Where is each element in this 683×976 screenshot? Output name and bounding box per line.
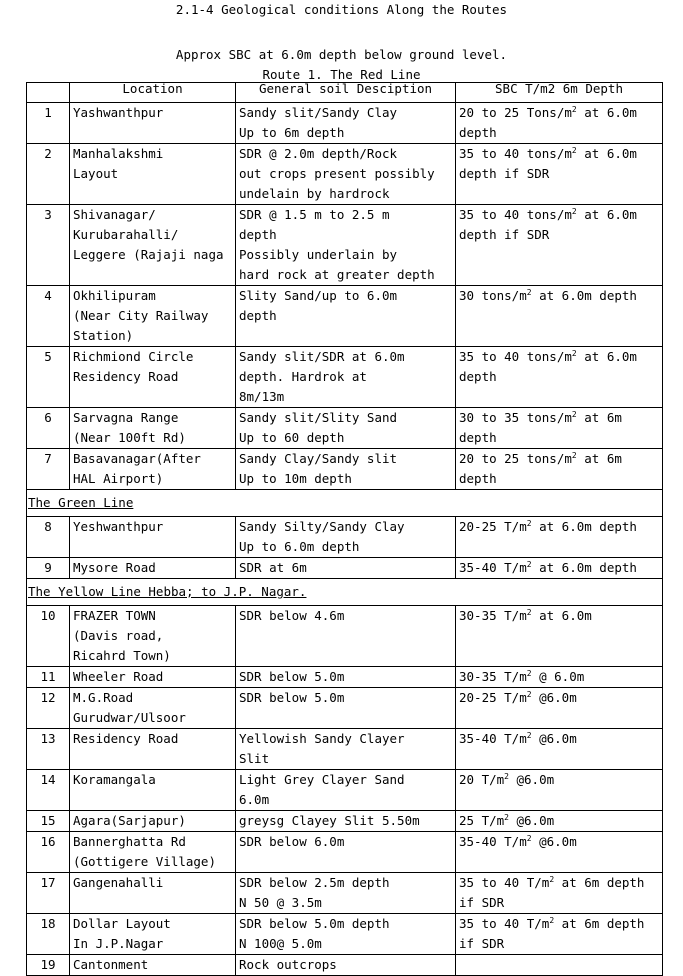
row-number: 7: [27, 449, 70, 490]
sbc-line: [459, 914, 662, 934]
sbc-line: [459, 347, 662, 367]
location-line: Residency Road: [73, 369, 179, 384]
sbc-text: 20 to 25 tons/m: [459, 451, 572, 466]
row-number: 16: [27, 832, 70, 873]
sbc-superscript: 2: [526, 668, 532, 678]
section-row-yellow: [27, 579, 663, 606]
sbc-text: 20-25 T/m: [459, 690, 527, 705]
document-title: 2.1-4 Geological conditions Along the Routes: [175, 2, 508, 17]
soil-line: depth: [239, 308, 277, 323]
sbc-text: 35 to 40 tons/m: [459, 207, 572, 222]
soil-line: SDR below 5.0m depth: [239, 916, 390, 931]
location-line: Mysore Road: [73, 560, 156, 575]
soil-line: SDR below 5.0m: [239, 690, 345, 705]
table-row: [27, 811, 663, 832]
sbc-cell: [456, 667, 663, 688]
sbc-text: @6.0m: [508, 772, 555, 787]
location-line: Ricahrd Town): [73, 648, 171, 663]
sbc-line: [459, 517, 662, 537]
table-row: [27, 955, 663, 976]
soil-line: SDR @ 1.5 m to 2.5 m: [239, 207, 390, 222]
location-line: Manhalakshmi: [73, 146, 164, 161]
location-cell: [70, 517, 236, 558]
sbc-line: [459, 225, 662, 245]
soil-cell: [236, 873, 456, 914]
soil-line: SDR below 2.5m depth: [239, 875, 390, 890]
soil-cell: [236, 955, 456, 976]
location-line: Yeshwanthpur: [73, 519, 164, 534]
location-line: Cantonment: [73, 957, 149, 972]
sbc-text: depth: [459, 125, 497, 140]
soil-line: Slity Sand/up to 6.0m: [239, 288, 398, 303]
sbc-line: [459, 469, 662, 489]
location-line: Layout: [73, 166, 119, 181]
location-line: Dollar Layout: [73, 916, 171, 931]
soil-line: Sandy Silty/Sandy Clay: [239, 519, 405, 534]
location-cell: [70, 286, 236, 347]
section-title-green: The Green Line: [28, 495, 134, 510]
soil-line: Up to 60 depth: [239, 430, 345, 445]
location-cell: [70, 688, 236, 729]
sbc-line: [459, 103, 662, 123]
table-row: [27, 606, 663, 667]
location-cell: [70, 873, 236, 914]
sbc-superscript: 2: [571, 104, 577, 114]
soil-line: Rock outcrops: [239, 957, 337, 972]
route-title: Route 1. The Red Line: [262, 67, 421, 82]
sbc-cell: [456, 408, 663, 449]
row-number: 19: [27, 955, 70, 976]
soil-cell: [236, 347, 456, 408]
sbc-text: at 6.0m: [576, 207, 637, 222]
location-line: (Near 100ft Rd): [73, 430, 186, 445]
sbc-cell: [456, 811, 663, 832]
soil-line: Slit: [239, 751, 270, 766]
location-line: Sarvagna Range: [73, 410, 179, 425]
location-cell: [70, 955, 236, 976]
sbc-line: [459, 688, 662, 708]
soil-cell: [236, 667, 456, 688]
sbc-superscript: 2: [526, 730, 532, 740]
sbc-line: [459, 123, 662, 143]
soil-line: Sandy slit/SDR at 6.0m: [239, 349, 405, 364]
location-cell: [70, 558, 236, 579]
sbc-superscript: 2: [549, 874, 555, 884]
soil-cell: [236, 449, 456, 490]
soil-line: depth: [239, 227, 277, 242]
sbc-cell: [456, 770, 663, 811]
sbc-line: [459, 408, 662, 428]
sbc-text: 35-40 T/m: [459, 731, 527, 746]
soil-line: Up to 6.0m depth: [239, 539, 360, 554]
soil-line: SDR at 6m: [239, 560, 307, 575]
column-header-soil: General soil Desciption: [236, 83, 456, 103]
soil-cell: [236, 770, 456, 811]
row-number: 1: [27, 103, 70, 144]
location-line: Kurubarahalli/: [73, 227, 179, 242]
sbc-text: 35-40 T/m: [459, 834, 527, 849]
sbc-text: at 6.0m: [576, 105, 637, 120]
column-header-no: [27, 83, 70, 103]
row-number: 15: [27, 811, 70, 832]
location-line: Agara(Sarjapur): [73, 813, 186, 828]
sbc-text: at 6.0m: [576, 349, 637, 364]
soil-line: 6.0m: [239, 792, 270, 807]
sbc-superscript: 2: [526, 518, 532, 528]
location-line: Shivanagar/: [73, 207, 156, 222]
sbc-superscript: 2: [526, 559, 532, 569]
sbc-text: 25 T/m: [459, 813, 505, 828]
section-cell: [27, 490, 663, 517]
sbc-line: [459, 144, 662, 164]
location-line: Okhilipuram: [73, 288, 156, 303]
sbc-cell: [456, 955, 663, 976]
soil-cell: [236, 205, 456, 286]
location-cell: [70, 205, 236, 286]
sbc-text: 35 to 40 tons/m: [459, 146, 572, 161]
soil-cell: [236, 286, 456, 347]
table-row: [27, 205, 663, 286]
location-line: Richmiond Circle: [73, 349, 194, 364]
sbc-cell: [456, 205, 663, 286]
sbc-superscript: 2: [526, 833, 532, 843]
sbc-superscript: 2: [526, 689, 532, 699]
sbc-text: 20-25 T/m: [459, 519, 527, 534]
soil-line: 8m/13m: [239, 389, 285, 404]
sbc-text: @ 6.0m: [531, 669, 585, 684]
table-row: [27, 408, 663, 449]
section-row-green: [27, 490, 663, 517]
location-cell: [70, 144, 236, 205]
sbc-line: [459, 893, 662, 913]
sbc-line: [459, 205, 662, 225]
sbc-line: [459, 729, 662, 749]
soil-line: N 50 @ 3.5m: [239, 895, 322, 910]
sbc-superscript: 2: [571, 206, 577, 216]
sbc-line: [459, 449, 662, 469]
location-line: HAL Airport): [73, 471, 164, 486]
location-cell: [70, 832, 236, 873]
table-row: [27, 558, 663, 579]
row-number: 3: [27, 205, 70, 286]
soil-cell: [236, 517, 456, 558]
row-number: 4: [27, 286, 70, 347]
location-line: FRAZER TOWN: [73, 608, 156, 623]
sbc-text: 35 to 40 T/m: [459, 875, 550, 890]
sbc-superscript: 2: [526, 607, 532, 617]
location-line: Residency Road: [73, 731, 179, 746]
geology-table: [26, 82, 663, 976]
sbc-superscript: 2: [571, 409, 577, 419]
location-line: Koramangala: [73, 772, 156, 787]
sbc-cell: [456, 286, 663, 347]
location-line: M.G.Road: [73, 690, 134, 705]
sbc-cell: [456, 103, 663, 144]
sbc-cell: [456, 517, 663, 558]
sbc-text: if SDR: [459, 936, 505, 951]
sbc-text: 35 to 40 T/m: [459, 916, 550, 931]
sbc-text: 20 to 25 Tons/m: [459, 105, 572, 120]
sbc-cell: [456, 449, 663, 490]
location-cell: [70, 770, 236, 811]
soil-line: out crops present possibly: [239, 166, 435, 181]
sbc-text: 35-40 T/m: [459, 560, 527, 575]
soil-line: Sandy Clay/Sandy slit: [239, 451, 398, 466]
sbc-line: [459, 428, 662, 448]
sbc-line: [459, 164, 662, 184]
soil-cell: [236, 103, 456, 144]
soil-line: SDR below 6.0m: [239, 834, 345, 849]
row-number: 18: [27, 914, 70, 955]
table-header-row: [27, 83, 663, 103]
location-line: In J.P.Nagar: [73, 936, 164, 951]
location-line: Basavanagar(After: [73, 451, 201, 466]
location-line: Leggere (Rajaji naga: [73, 247, 224, 262]
sbc-text: 30-35 T/m: [459, 669, 527, 684]
soil-cell: [236, 914, 456, 955]
table-row: [27, 144, 663, 205]
sbc-cell: [456, 144, 663, 205]
table-row: [27, 517, 663, 558]
table-row: [27, 667, 663, 688]
table-row: [27, 770, 663, 811]
sbc-text: @6.0m: [531, 834, 577, 849]
location-cell: [70, 449, 236, 490]
soil-line: SDR below 5.0m: [239, 669, 345, 684]
sbc-line: [459, 934, 662, 954]
soil-cell: [236, 832, 456, 873]
soil-line: Light Grey Clayer Sand: [239, 772, 405, 787]
table-row: [27, 832, 663, 873]
row-number: 13: [27, 729, 70, 770]
row-number: 10: [27, 606, 70, 667]
sbc-text: at 6m: [576, 410, 622, 425]
document-subtitle: Approx SBC at 6.0m depth below ground level.: [175, 47, 508, 62]
sbc-text: at 6.0m: [576, 146, 637, 161]
soil-line: SDR below 4.6m: [239, 608, 345, 623]
soil-cell: [236, 688, 456, 729]
sbc-text: at 6m depth: [554, 916, 645, 931]
table-row: [27, 729, 663, 770]
row-number: 2: [27, 144, 70, 205]
section-title-yellow: The Yellow Line Hebba; to J.P. Nagar.: [28, 584, 307, 599]
soil-cell: [236, 408, 456, 449]
sbc-line: [459, 811, 662, 831]
sbc-text: depth: [459, 369, 497, 384]
column-header-location: Location: [70, 83, 236, 103]
location-line: Gurudwar/Ulsoor: [73, 710, 186, 725]
sbc-cell: [456, 729, 663, 770]
row-number: 5: [27, 347, 70, 408]
sbc-text: 30 to 35 tons/m: [459, 410, 572, 425]
location-cell: [70, 914, 236, 955]
sbc-text: 30 tons/m: [459, 288, 527, 303]
sbc-line: [459, 286, 662, 306]
table-row: [27, 688, 663, 729]
soil-cell: [236, 729, 456, 770]
sbc-text: depth if SDR: [459, 166, 550, 181]
row-number: 12: [27, 688, 70, 729]
sbc-text: depth if SDR: [459, 227, 550, 242]
sbc-line: [459, 606, 662, 626]
sbc-cell: [456, 914, 663, 955]
table-row: [27, 286, 663, 347]
sbc-line: [459, 367, 662, 387]
sbc-superscript: 2: [526, 287, 532, 297]
table-row: [27, 449, 663, 490]
location-line: Gangenahalli: [73, 875, 164, 890]
sbc-cell: [456, 832, 663, 873]
sbc-text: if SDR: [459, 895, 505, 910]
sbc-text: 35 to 40 tons/m: [459, 349, 572, 364]
section-cell: [27, 579, 663, 606]
soil-line: Possibly underlain by: [239, 247, 398, 262]
location-line: (Davis road,: [73, 628, 164, 643]
soil-cell: [236, 811, 456, 832]
sbc-line: [459, 770, 662, 790]
sbc-text: 30-35 T/m: [459, 608, 527, 623]
sbc-text: @6.0m: [508, 813, 555, 828]
location-cell: [70, 103, 236, 144]
sbc-cell: [456, 558, 663, 579]
row-number: 9: [27, 558, 70, 579]
soil-cell: [236, 558, 456, 579]
row-number: 6: [27, 408, 70, 449]
soil-line: undelain by hardrock: [239, 186, 390, 201]
sbc-line: [459, 873, 662, 893]
sbc-text: depth: [459, 430, 497, 445]
sbc-superscript: 2: [571, 450, 577, 460]
sbc-cell: [456, 688, 663, 729]
sbc-text: 20 T/m: [459, 772, 505, 787]
location-line: Wheeler Road: [73, 669, 164, 684]
sbc-superscript: 2: [571, 145, 577, 155]
soil-cell: [236, 144, 456, 205]
soil-line: Up to 10m depth: [239, 471, 352, 486]
sbc-superscript: 2: [504, 771, 509, 781]
soil-line: Sandy slit/Slity Sand: [239, 410, 398, 425]
sbc-text: at 6.0m depth: [531, 560, 637, 575]
soil-line: depth. Hardrok at: [239, 369, 367, 384]
soil-line: Yellowish Sandy Clayer: [239, 731, 405, 746]
location-line: Station): [73, 328, 134, 343]
location-cell: [70, 667, 236, 688]
sbc-cell: [456, 873, 663, 914]
sbc-text: @6.0m: [531, 731, 577, 746]
column-header-sbc: SBC T/m2 6m Depth: [456, 83, 663, 103]
table-row: [27, 347, 663, 408]
sbc-superscript: 2: [571, 348, 577, 358]
table-row: [27, 873, 663, 914]
location-cell: [70, 606, 236, 667]
soil-line: SDR @ 2.0m depth/Rock: [239, 146, 398, 161]
sbc-text: at 6m depth: [554, 875, 645, 890]
location-cell: [70, 811, 236, 832]
row-number: 14: [27, 770, 70, 811]
sbc-text: at 6.0m depth: [531, 519, 637, 534]
sbc-text: @6.0m: [531, 690, 577, 705]
soil-line: greysg Clayey Slit 5.50m: [239, 813, 420, 828]
sbc-text: depth: [459, 471, 497, 486]
table-row: [27, 103, 663, 144]
location-cell: [70, 347, 236, 408]
soil-line: N 100@ 5.0m: [239, 936, 322, 951]
sbc-text: at 6.0m: [531, 608, 592, 623]
sbc-superscript: 2: [504, 812, 509, 822]
sbc-line: [459, 558, 662, 578]
location-cell: [70, 729, 236, 770]
sbc-superscript: 2: [549, 915, 555, 925]
soil-cell: [236, 606, 456, 667]
sbc-line: [459, 667, 662, 687]
location-line: Yashwanthpur: [73, 105, 164, 120]
sbc-cell: [456, 347, 663, 408]
sbc-text: at 6m: [576, 451, 622, 466]
location-line: (Near City Railway: [73, 308, 209, 323]
sbc-line: [459, 832, 662, 852]
row-number: 11: [27, 667, 70, 688]
row-number: 8: [27, 517, 70, 558]
location-line: (Gottigere Village): [73, 854, 216, 869]
soil-line: Up to 6m depth: [239, 125, 345, 140]
sbc-text: at 6.0m depth: [531, 288, 637, 303]
soil-line: Sandy slit/Sandy Clay: [239, 105, 398, 120]
table-row: [27, 914, 663, 955]
soil-line: hard rock at greater depth: [239, 267, 435, 282]
sbc-cell: [456, 606, 663, 667]
location-line: Bannerghatta Rd: [73, 834, 186, 849]
location-cell: [70, 408, 236, 449]
row-number: 17: [27, 873, 70, 914]
